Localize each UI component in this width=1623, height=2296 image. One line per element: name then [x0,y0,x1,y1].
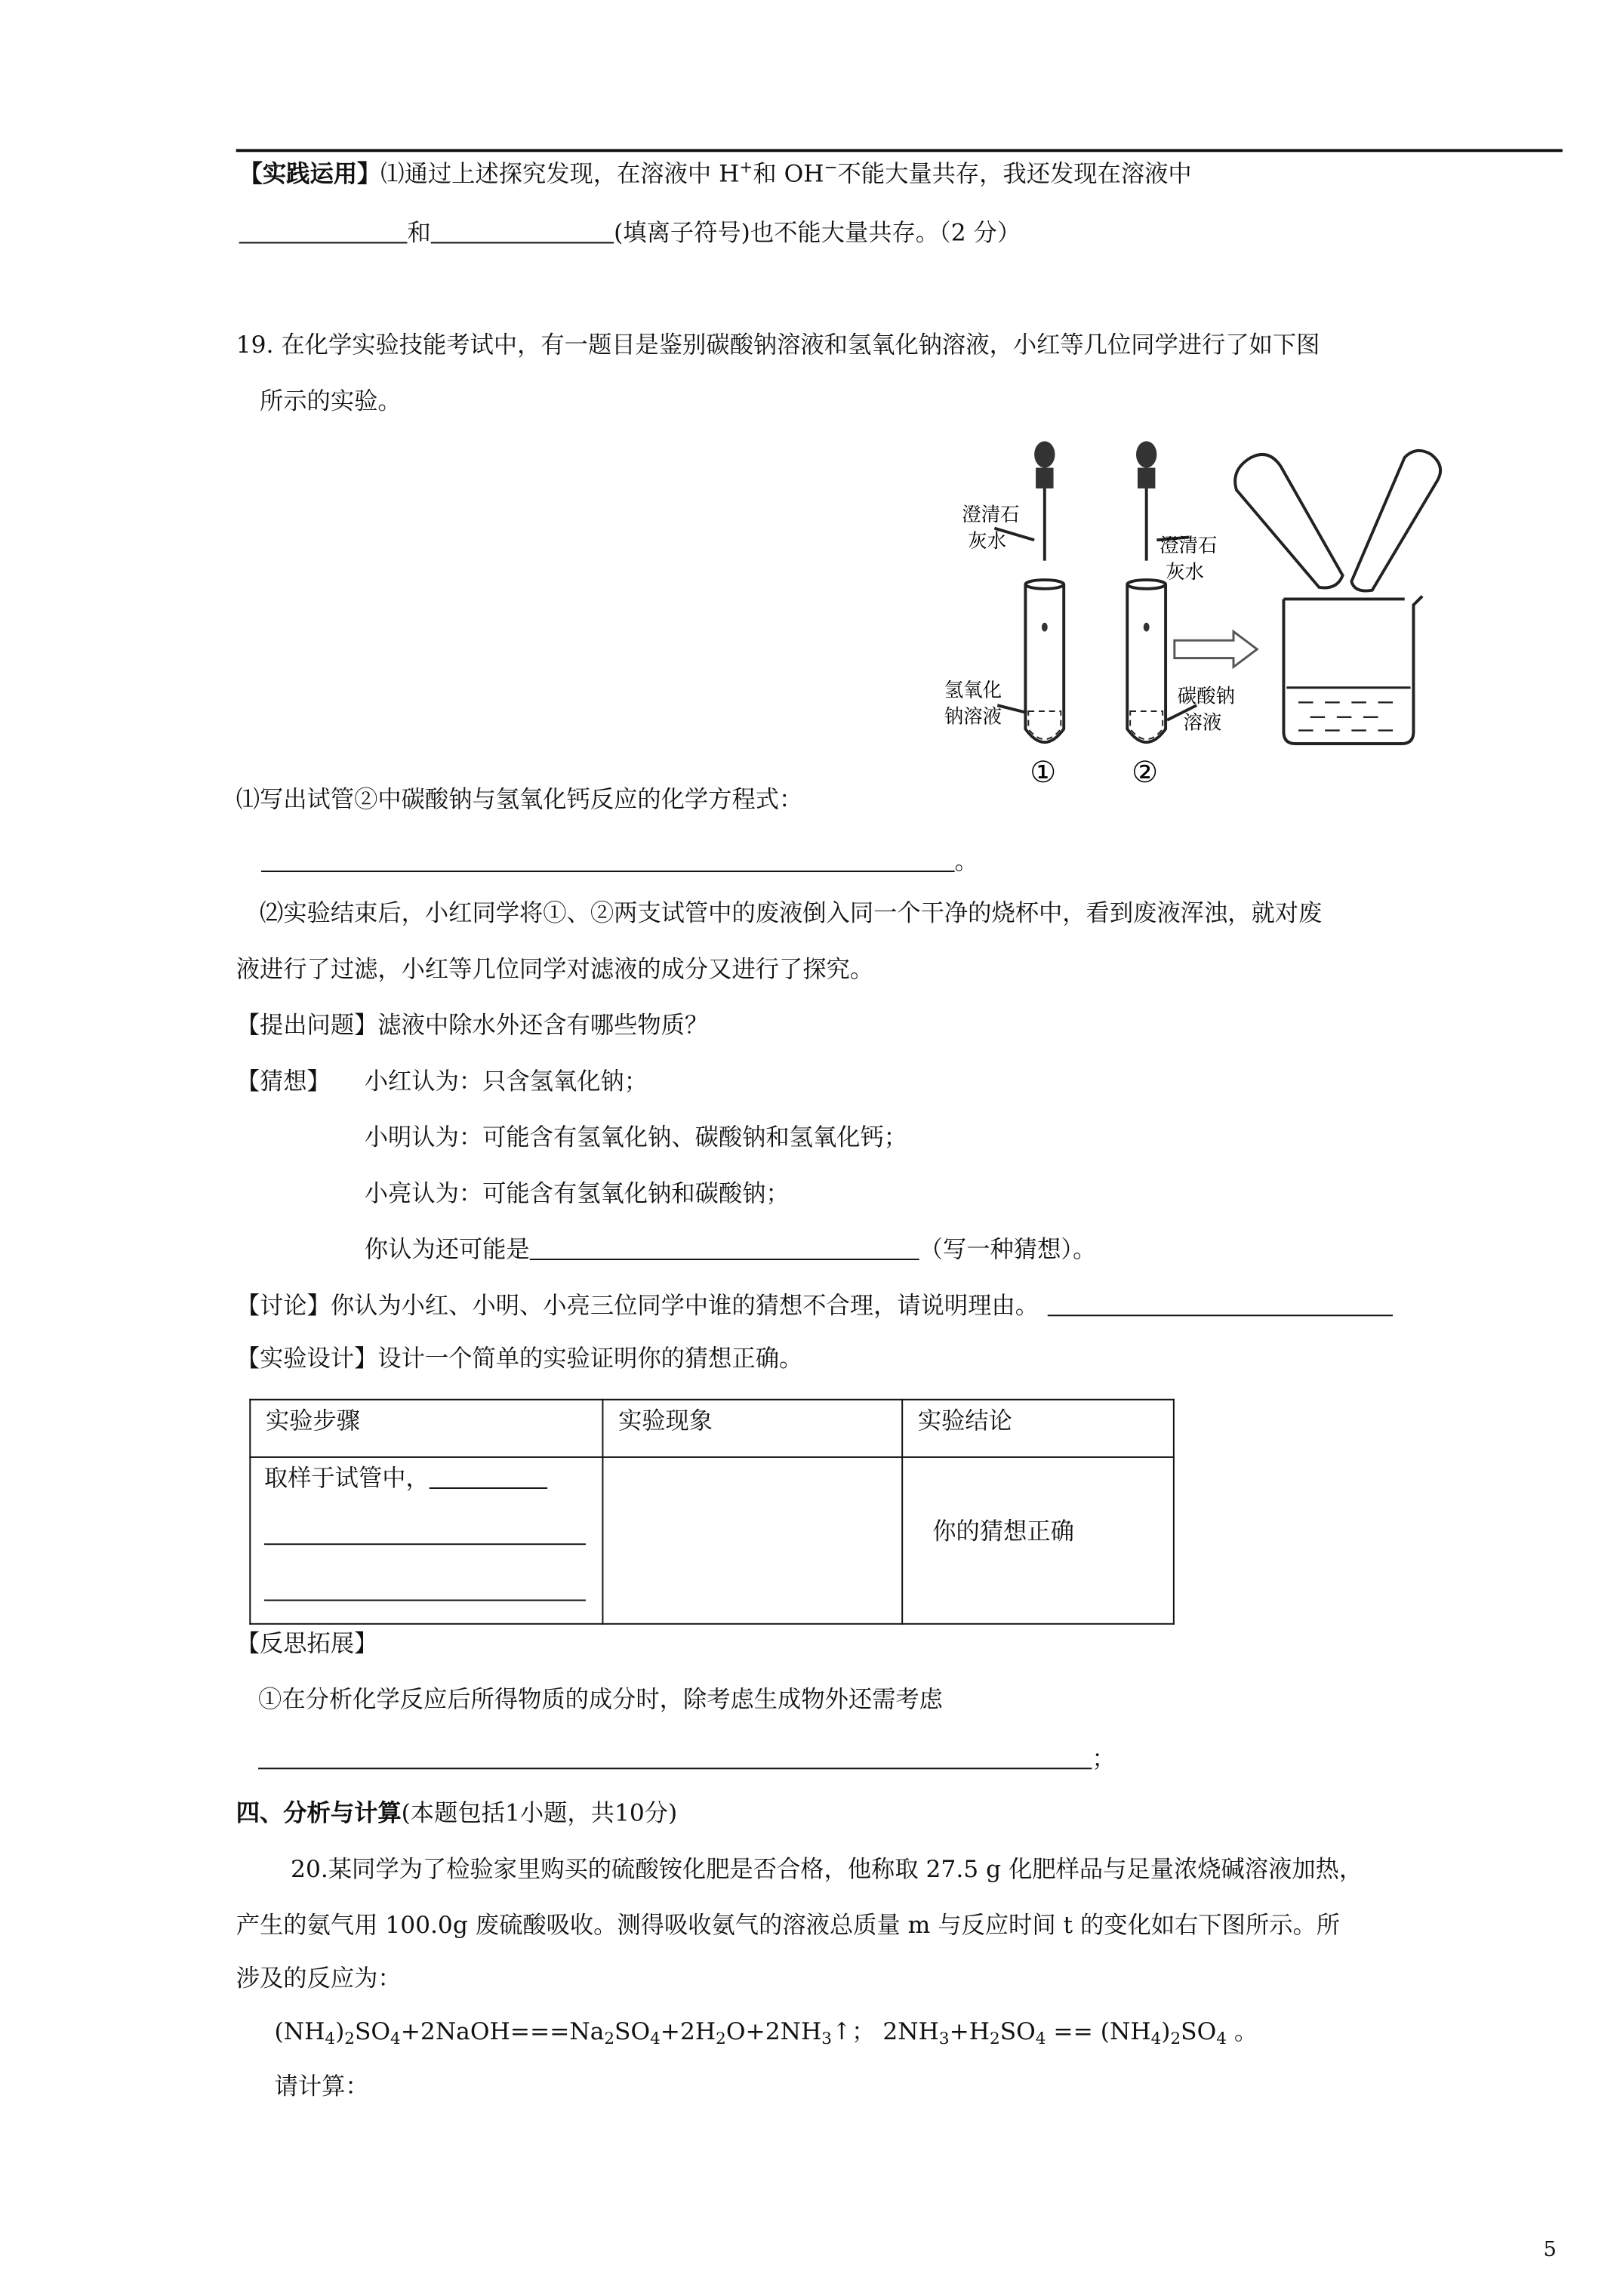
guess-you [364,1234,1097,1263]
guess-xiaohong: 小红认为：只含氢氧化钠； [364,1067,648,1096]
steps-cell [250,1457,602,1624]
dropper-2 [1136,441,1156,560]
q20-line-2: 产生的氨气用 100.0g 废硫酸吸收。测得吸收氨气的溶液总质量 m 与反应时间 t 的变化如右下图所示。所 [236,1910,1341,1940]
q19-question: 【提出问题】滤液中除水外还含有哪些物质？ [236,1010,709,1039]
conclusion-text: 你的猜想正确 [932,1517,1074,1546]
guess-you-text: 你认为还可能是 [364,1234,530,1263]
header-phenomena: 实验现象 [617,1406,713,1435]
practice-text-b: 和 OH [753,159,824,188]
design: 【实验设计】设计一个简单的实验证明你的猜想正确。 [236,1344,803,1373]
answer-blank[interactable] [431,221,614,243]
tube-1-number: ① [1030,755,1057,790]
table-header-row [250,1400,1174,1457]
answer-blank[interactable] [430,1467,547,1489]
q19-part-2-line-1: ⑵实验结束后，小红同学将①、②两支试管中的废液倒入同一个干净的烧杯中，看到废液浑浊，就对废 [259,898,1323,927]
section-4-note: (本题包括1小题，共10分) [401,1798,678,1827]
experiment-figure [938,439,1269,794]
section-4-heading [236,1798,678,1827]
answer-blank[interactable] [264,1543,586,1545]
label-limewater-2b: 灰水 [1166,560,1204,584]
discussion [236,1291,1393,1320]
table-row [250,1457,1174,1624]
dropper-1 [1034,441,1055,560]
practice-label: 【实践运用】 [239,159,381,188]
tube-2-number: ② [1132,755,1159,790]
reflection-end: ； [1092,1744,1116,1773]
table-header-cell [602,1400,902,1457]
q19-stem-line-1: 19. 在化学实验技能考试中，有一题目是鉴别碳酸钠溶液和氢氧化钠溶液，小红等几位同学进行了如下图 [236,330,1320,359]
practice-text-a: ⑴通过上述探究发现，在溶液中 H [380,159,740,188]
label-limewater-1b: 灰水 [968,529,1006,553]
reflection-label: 【反思拓展】 [236,1629,378,1657]
q19-part-1-answer [261,846,978,875]
test-tube-2 [1127,580,1166,742]
guess-xiaoming: 小明认为：可能含有氢氧化钠、碳酸钠和氢氧化钙； [364,1123,908,1151]
table-header-cell [902,1400,1174,1457]
top-rule [236,149,1563,152]
phenomena-cell[interactable] [602,1457,902,1624]
practice-he: 和 [407,218,431,247]
beaker-figure [1227,442,1449,752]
answer-blank[interactable] [1048,1294,1393,1316]
guess-label: 【猜想】 [236,1067,331,1096]
label-naoh: 氢氧化 [944,678,1002,701]
page-number: 5 [1543,2238,1557,2263]
step-prefix: 取样于试管中， [263,1463,430,1492]
pouring-tube-1 [1235,455,1342,588]
h-superscript: + [739,158,753,177]
guess-you-tail: （写一种猜想）。 [919,1234,1097,1263]
experiment-table [249,1399,1174,1625]
label-na2co3: 碳酸钠 [1177,684,1235,707]
label-limewater-1: 澄清石 [962,502,1020,525]
oh-superscript: − [824,158,838,177]
answer-blank[interactable] [239,221,408,243]
q20-line-3: 涉及的反应为： [236,1964,402,1992]
reflection-answer [258,1744,1116,1773]
q20-line-1: 20.某同学为了检验家里购买的硫酸铵化肥是否合格，他称取 27.5 g 化肥样品与足量浓烧碱溶液加热， [291,1854,1363,1883]
discussion-text: 【讨论】你认为小红、小明、小亮三位同学中谁的猜想不合理，请说明理由。 [236,1291,1039,1320]
beaker [1283,596,1422,744]
answer-blank[interactable] [530,1238,919,1260]
q20-ask: 请计算： [274,2071,369,2100]
section-4-title: 四、分析与计算 [236,1798,402,1827]
answer-blank[interactable] [264,1600,586,1601]
label-na2co3-b: 溶液 [1183,710,1222,734]
table-header-cell [250,1400,602,1457]
guess-xiaoliang: 小亮认为：可能含有氢氧化钠和碳酸钠； [364,1179,790,1207]
label-naoh-b: 钠溶液 [944,704,1002,728]
q20-equations: $(NH_4)_2SO_4+2NaOH===Na_2SO_4+2H_2O+2NH_3↑$； $2NH_3+H_2SO_4 == (NH_4)_2SO_4$ 。 [274,2017,1258,2048]
step-prefix-line [263,1463,547,1492]
answer-blank[interactable] [261,850,955,872]
practice-tail: (填离子符号)也不能大量共存。（2 分） [614,218,1021,247]
practice-line-2 [239,218,1021,247]
header-steps: 实验步骤 [265,1406,360,1435]
reflection-1: ①在分析化学反应后所得物质的成分时，除考虑生成物外还需考虑 [258,1684,943,1714]
label-limewater-2: 澄清石 [1160,533,1218,556]
q19-stem-line-2: 所示的实验。 [259,387,402,415]
q19-part-1: ⑴写出试管②中碳酸钠与氢氧化钙反应的化学方程式： [236,784,803,813]
header-conclusion: 实验结论 [917,1406,1012,1435]
test-tube-1 [1025,580,1064,742]
q19-part-2-line-2: 液进行了过滤，小红等几位同学对滤液的成分又进行了探究。 [236,954,874,983]
practice-line-1 [239,158,1192,188]
practice-text-c: 不能大量共存，我还发现在溶液中 [837,159,1192,188]
answer-blank[interactable] [258,1747,1092,1769]
q19-part-1-end: 。 [954,846,978,875]
conclusion-cell [902,1457,1174,1624]
pouring-tube-2 [1351,451,1440,591]
